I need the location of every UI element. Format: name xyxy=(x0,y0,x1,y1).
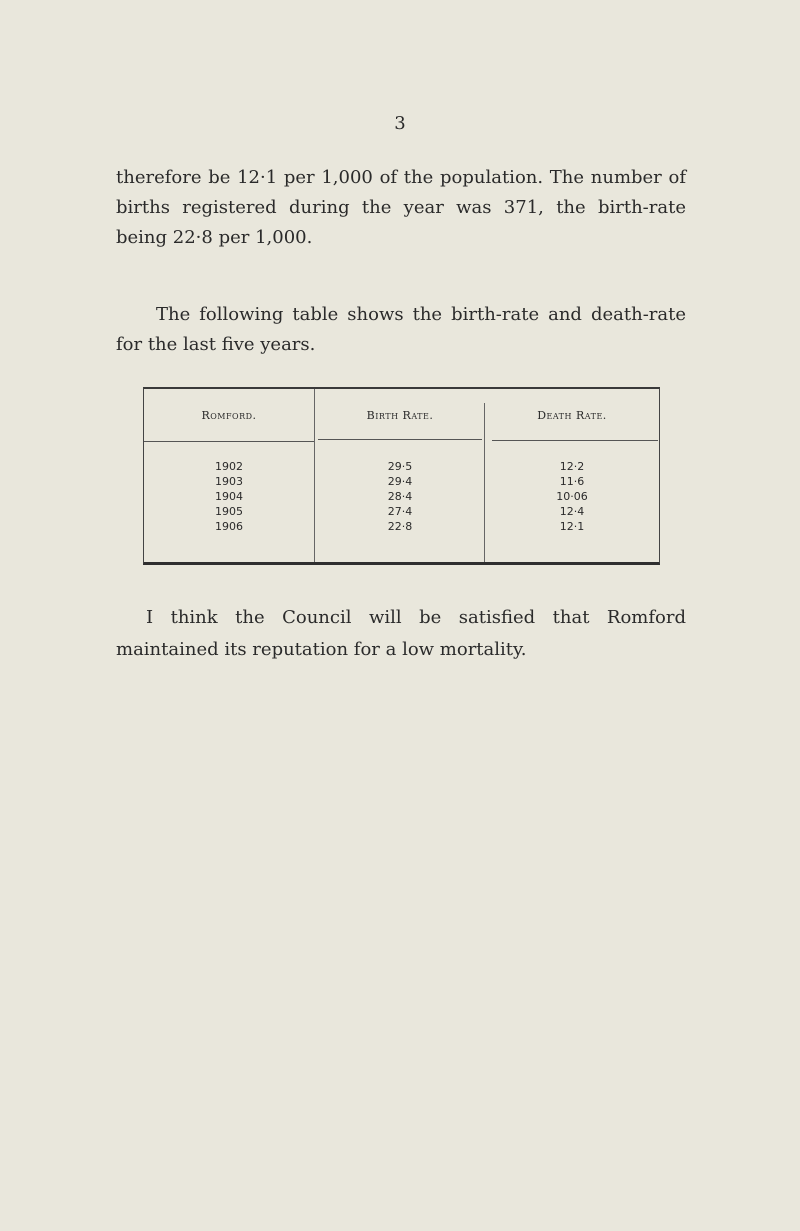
page-number: 3 xyxy=(394,113,406,134)
death-rate-cell: 10·06 xyxy=(556,490,588,503)
year-column xyxy=(144,459,314,534)
death-rate-cell: 11·6 xyxy=(559,475,585,488)
paragraph-birth-rate: therefore be 12·1 per 1,000 of the population. The number of births registered during the year was 371, the birth-rate being 22·8 per 1,000. xyxy=(116,167,686,248)
birth-rate-column xyxy=(316,459,484,534)
header-romford: Romford. xyxy=(201,409,257,422)
year-cell: 1903 xyxy=(215,475,243,488)
year-cell: 1904 xyxy=(215,490,243,503)
paragraph-table-intro: The following table shows the birth-rate and death-rate for the last five years. xyxy=(116,304,686,355)
birth-rate-cell: 29·4 xyxy=(387,475,413,488)
year-cell: 1906 xyxy=(215,520,243,533)
header-death-rate: Death Rate. xyxy=(537,409,607,422)
header-rule xyxy=(144,441,314,442)
birth-rate-cell: 22·8 xyxy=(387,520,413,533)
death-rate-column xyxy=(486,459,658,534)
birth-rate-cell: 29·5 xyxy=(387,460,413,473)
year-cell: 1905 xyxy=(215,505,243,518)
birth-rate-cell: 28·4 xyxy=(387,490,413,503)
death-rate-cell: 12·1 xyxy=(559,520,585,533)
death-rate-cell: 12·2 xyxy=(559,460,585,473)
column-divider xyxy=(484,403,485,562)
column-divider xyxy=(314,389,315,562)
birth-rate-cell: 27·4 xyxy=(387,505,413,518)
paragraph-conclusion: I think the Council will be satisfied that Romford maintained its reputation for a low mortality. xyxy=(116,607,686,660)
rates-table xyxy=(143,387,660,565)
header-rule xyxy=(318,439,482,440)
header-birth-rate: Birth Rate. xyxy=(366,409,434,422)
header-rule xyxy=(492,440,658,441)
death-rate-cell: 12·4 xyxy=(559,505,585,518)
year-cell: 1902 xyxy=(215,460,243,473)
